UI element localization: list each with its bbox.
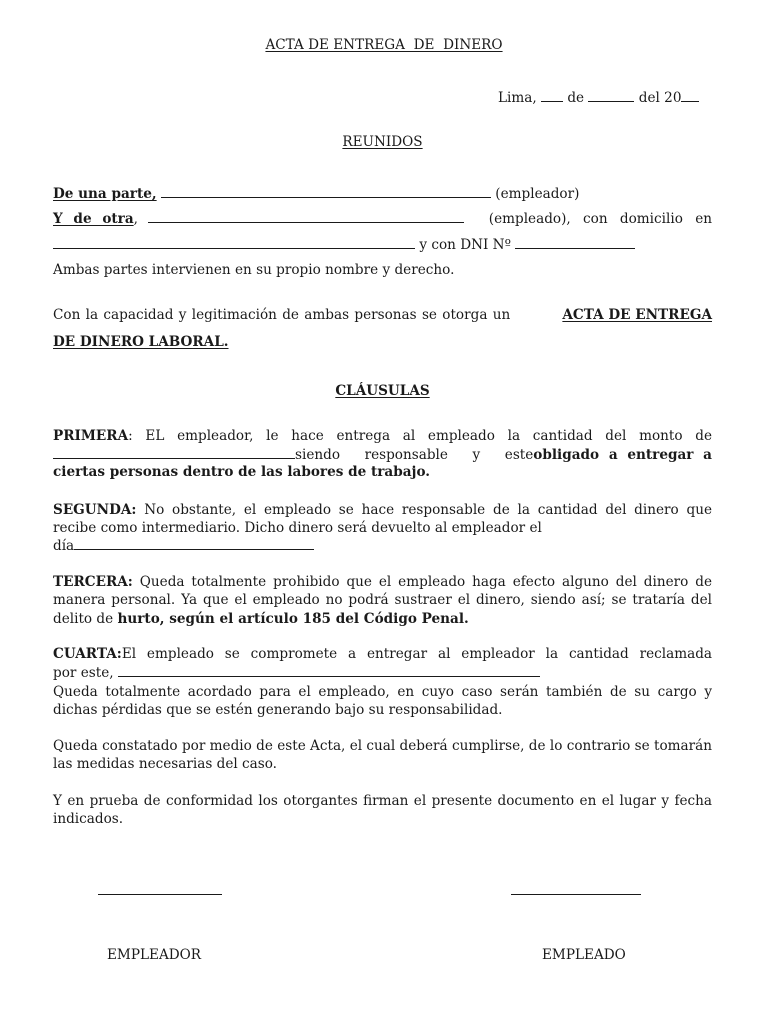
cuarta-label: CUARTA:: [53, 646, 122, 662]
month-blank: [588, 89, 634, 102]
date-de: de: [567, 90, 585, 106]
date-line: [498, 89, 699, 106]
second-party-comma: ,: [133, 211, 138, 227]
both-parties-text: Ambas partes intervienen en su propio nombre y derecho.: [53, 262, 455, 278]
primera-label: PRIMERA: [53, 428, 129, 444]
year-blank: [681, 89, 699, 102]
primera-bold-2: ciertas personas dentro de las labores de trabajo.: [53, 464, 431, 480]
day-blank: [541, 89, 563, 102]
amount-blank: [53, 446, 295, 459]
cuarta-line-1: [53, 646, 712, 662]
primera-line-2: [53, 446, 712, 463]
employer-name-blank: [161, 185, 491, 198]
date-del: del 20: [638, 90, 682, 106]
employee-signature-label: EMPLEADO: [542, 947, 626, 963]
capacity-text: Con la capacidad y legitimación de ambas personas se otorga un: [53, 307, 511, 323]
address-blank: [53, 236, 415, 249]
second-party-role: (empleado), con domicilio en: [488, 211, 712, 227]
claimed-amount-blank: [118, 664, 540, 677]
employee-name-blank: [148, 210, 464, 223]
cuarta-text: El empleado se compromete a entregar al empleador la cantidad reclamada: [121, 646, 712, 662]
employer-signature-line: [98, 894, 222, 895]
date-city: Lima,: [498, 90, 537, 106]
first-party-line: [53, 185, 712, 202]
return-date-blank: [74, 537, 314, 550]
segunda-dia-line: [53, 537, 712, 554]
capacity-bold-1: ACTA DE ENTREGA: [562, 307, 712, 323]
employer-signature-label: EMPLEADOR: [107, 947, 202, 963]
employee-signature-line: [511, 894, 641, 895]
cuarta-line-2: [53, 664, 712, 681]
conformidad-paragraph: Y en prueba de conformidad los otorgantes firman el presente documento en el lugar y fecha indicados.: [53, 793, 712, 828]
cuarta-por-este: por este,: [53, 665, 114, 681]
reunidos-heading: REUNIDOS: [342, 134, 423, 150]
constancia-paragraph: Queda constatado por medio de este Acta, el cual deberá cumplirse, de lo contrario se tomarán las medidas necesarias del caso.: [53, 738, 713, 773]
primera-text-2: siendo responsable y este: [295, 447, 534, 463]
segunda-paragraph: [53, 501, 712, 538]
first-party-role: (empleador): [495, 186, 580, 202]
second-party-line: [53, 210, 712, 227]
capacity-bold-2: DE DINERO LABORAL.: [53, 334, 229, 350]
segunda-dia: día: [53, 538, 75, 554]
tercera-paragraph: [53, 573, 712, 628]
cuarta-paragraph-2: Queda totalmente acordado para el empleado, en cuyo caso serán también de su cargo y dichas pérdidas que se estén generando bajo su responsabilidad.: [53, 684, 712, 719]
primera-line-1: [53, 428, 712, 444]
first-party-label: De una parte,: [53, 186, 157, 202]
document-title: ACTA DE ENTREGA DE DINERO: [265, 37, 503, 53]
tercera-bold: hurto, según el artículo 185 del Código Penal.: [117, 610, 469, 627]
primera-text-1: : EL empleador, le hace entrega al empleado la cantidad del monto de: [128, 428, 712, 444]
tercera-label: TERCERA:: [53, 574, 133, 590]
tercera-text: Queda totalmente prohibido que el empleado haga efecto alguno del dinero de manera personal. Ya que el empleado no podrá sustraer el dinero, siendo así; se trataría del delito de: [53, 574, 712, 627]
segunda-label: SEGUNDA:: [53, 502, 137, 518]
address-line: [53, 236, 712, 253]
segunda-text: No obstante, el empleado se hace responsable de la cantidad del dinero que recibe como intermediario. Dicho dinero será devuelto al empleador el: [53, 502, 712, 537]
primera-bold-1: obligado a entregar a: [533, 447, 712, 463]
dni-blank: [515, 236, 635, 249]
second-party-label: Y de otra: [53, 211, 134, 227]
capacity-line-1: [53, 307, 712, 323]
clausulas-heading: CLÁUSULAS: [335, 383, 430, 399]
dni-label: y con DNI Nº: [419, 237, 511, 253]
